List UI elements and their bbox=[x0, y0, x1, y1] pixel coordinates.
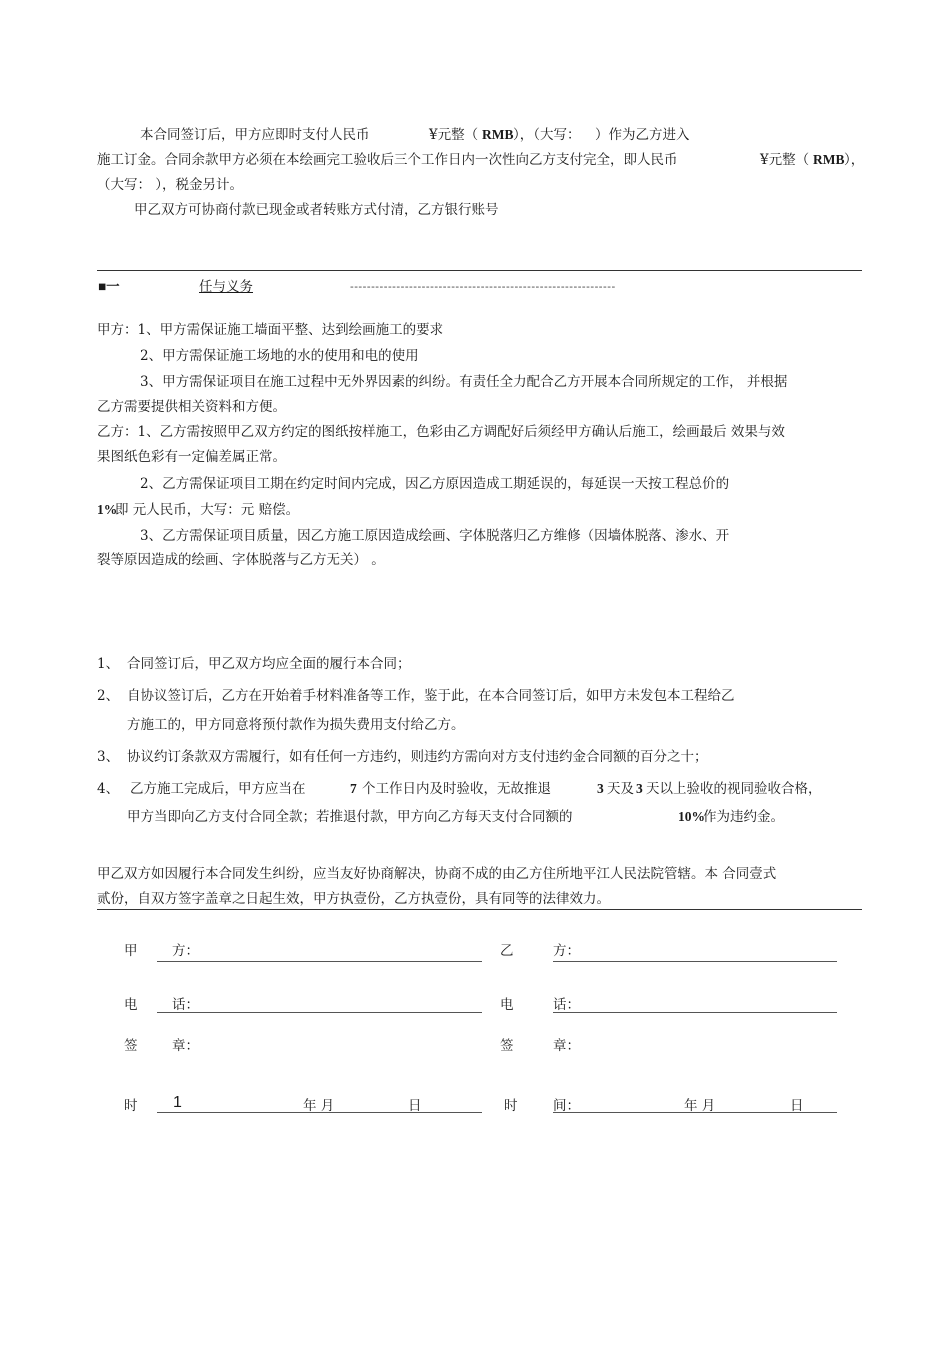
party-b-item-2-cont: 即 元人民币，大写：元 赔偿。 bbox=[115, 502, 300, 518]
sign-tel-b-label-2: 话： bbox=[553, 997, 580, 1013]
payment-line-2d: ）， bbox=[844, 152, 865, 168]
party-a-item-3-cont: 乙方需要提供相关资料和方便。 bbox=[97, 399, 286, 415]
term-text-2b: 方施工的，甲方同意将预付款作为损失费用支付给乙方。 bbox=[127, 717, 465, 733]
sign-party-b-label-2: 方： bbox=[553, 943, 580, 959]
payment-line-1b: ¥元整（ bbox=[429, 127, 479, 143]
party-b-item-1-cont: 果图纸色彩有一定偏差属正常。 bbox=[97, 449, 286, 465]
sign-seal-b-label-1: 签 bbox=[500, 1038, 514, 1054]
term-text-2a: 自协议签订后，乙方在开始着手材料准备等工作，鉴于此，在本合同签订后，如甲方未发包本工程给乙 bbox=[127, 688, 735, 704]
sign-tel-a-field[interactable] bbox=[157, 1012, 482, 1013]
sign-date-b-label-2: 间： bbox=[553, 1098, 580, 1114]
sign-date-a-field[interactable] bbox=[157, 1112, 482, 1113]
party-a-item-3: 3、甲方需保证项目在施工过程中无外界因素的纠纷。有责任全力配合乙方开展本合同所规定的工作， 并根据 bbox=[140, 374, 788, 390]
sign-date-b-field[interactable] bbox=[553, 1112, 837, 1113]
dispute-line-2: 贰份，自双方签字盖章之日起生效，甲方执壹份，乙方执壹份，具有同等的法律效力。 bbox=[97, 891, 610, 907]
sign-tel-a-label-2: 话： bbox=[172, 997, 199, 1013]
payment-line-1a: 本合同签订后，甲方应即时支付人民币 bbox=[140, 127, 370, 143]
payment-line-4: 甲乙双方可协商付款已现金或者转账方式付清，乙方银行账号 bbox=[134, 202, 499, 218]
term-penalty-rate: 10% bbox=[678, 809, 705, 824]
term-days-delay-1: 3 bbox=[597, 781, 604, 796]
sign-party-b-label-1: 乙 bbox=[500, 943, 514, 959]
payment-line-2b: ¥元整（ bbox=[760, 152, 810, 168]
term-days-delay-2: 3 bbox=[636, 781, 643, 796]
term-text-4a: 乙方施工完成后，甲方应当在 bbox=[130, 781, 306, 797]
sign-date-a-day: 日 bbox=[408, 1098, 422, 1114]
sign-date-b-label-1: 时 bbox=[504, 1098, 518, 1114]
party-b-penalty-rate: 1% bbox=[97, 502, 118, 517]
term-text-4h: 甲方当即向乙方支付合同全款；若推退付款，甲方向乙方每天支付合同额的 bbox=[127, 809, 573, 825]
term-text-4g: 天以上验收的视同验收合格， bbox=[646, 781, 822, 797]
term-number-2: 2、 bbox=[97, 688, 120, 704]
payment-line-1d: ），（大写： bbox=[513, 127, 581, 143]
sign-tel-a-label-1: 电 bbox=[124, 997, 138, 1013]
party-b-item-2: 2、乙方需保证项目工期在约定时间内完成，因乙方原因造成工期延误的，每延误一天按工程总价的 bbox=[140, 476, 730, 492]
sign-date-b-year-month: 年 月 bbox=[684, 1098, 716, 1114]
sign-party-b-field[interactable] bbox=[553, 961, 837, 962]
sign-tel-b-label-1: 电 bbox=[500, 997, 514, 1013]
payment-rmb-1: RMB bbox=[482, 127, 514, 142]
sign-seal-a-label-2: 章： bbox=[172, 1038, 199, 1054]
term-text-1: 合同签订后，甲乙双方均应全面的履行本合同； bbox=[127, 656, 411, 672]
dispute-line-1: 甲乙双方如因履行本合同发生纠纷，应当友好协商解决，协商不成的由乙方住所地平江人民法院管辖。本 合同壹式 bbox=[97, 866, 777, 882]
sign-party-a-field[interactable] bbox=[157, 961, 482, 962]
sign-date-a-value: 1 bbox=[173, 1094, 182, 1111]
signature-divider bbox=[97, 909, 862, 910]
term-number-3: 3、 bbox=[97, 749, 120, 765]
party-b-item-3-cont: 裂等原因造成的绘画、字体脱落与乙方无关） 。 bbox=[97, 552, 385, 568]
payment-line-1e: ）作为乙方进入 bbox=[595, 127, 690, 143]
section-dashes: --------------------------------------------------------------- bbox=[350, 280, 616, 293]
sign-seal-a-label-1: 签 bbox=[124, 1038, 138, 1054]
section-title: 任与义务 bbox=[199, 279, 253, 295]
sign-seal-b-label-2: 章： bbox=[553, 1038, 580, 1054]
term-text-3: 协议约订条款双方需履行，如有任何一方违约，则违约方需向对方支付违约金合同额的百分之十； bbox=[127, 749, 708, 765]
party-b-item-1: 乙方：1、乙方需按照甲乙双方约定的图纸按样施工，色彩由乙方调配好后须经甲方确认后施工，绘画最后 效果与效 bbox=[97, 424, 785, 440]
sign-date-a-label: 时 bbox=[124, 1098, 138, 1114]
party-a-item-2: 2、甲方需保证施工场地的水的使用和电的使用 bbox=[140, 348, 419, 364]
payment-line-2a: 施工订金。合同余款甲方必须在本绘画完工验收后三个工作日内一次性向乙方支付完全，即人民币 bbox=[97, 152, 678, 168]
term-text-4c: 个工作日内及时验收，无故推退 bbox=[362, 781, 551, 797]
section-mark: ■一 bbox=[98, 279, 120, 294]
term-days-accept: 7 bbox=[350, 781, 357, 796]
term-number-4: 4、 bbox=[97, 781, 120, 797]
section-divider bbox=[97, 270, 862, 271]
term-text-4e: 天及 bbox=[607, 781, 634, 797]
term-number-1: 1、 bbox=[97, 656, 120, 672]
sign-tel-b-field[interactable] bbox=[553, 1012, 837, 1013]
payment-line-3: （大写： ），税金另计。 bbox=[97, 177, 244, 193]
sign-date-a-year-month: 年 月 bbox=[303, 1098, 335, 1114]
term-text-4j: 作为违约金。 bbox=[703, 809, 784, 825]
party-a-item-1: 甲方：1、甲方需保证施工墙面平整、达到绘画施工的要求 bbox=[97, 322, 444, 338]
sign-party-a-label-1: 甲 bbox=[124, 943, 138, 959]
party-b-item-3: 3、乙方需保证项目质量，因乙方施工原因造成绘画、字体脱落归乙方维修（因墙体脱落、渗水、开 bbox=[140, 528, 730, 544]
sign-date-b-day: 日 bbox=[790, 1098, 804, 1114]
payment-rmb-2: RMB bbox=[813, 152, 845, 167]
sign-party-a-label-2: 方： bbox=[172, 943, 199, 959]
